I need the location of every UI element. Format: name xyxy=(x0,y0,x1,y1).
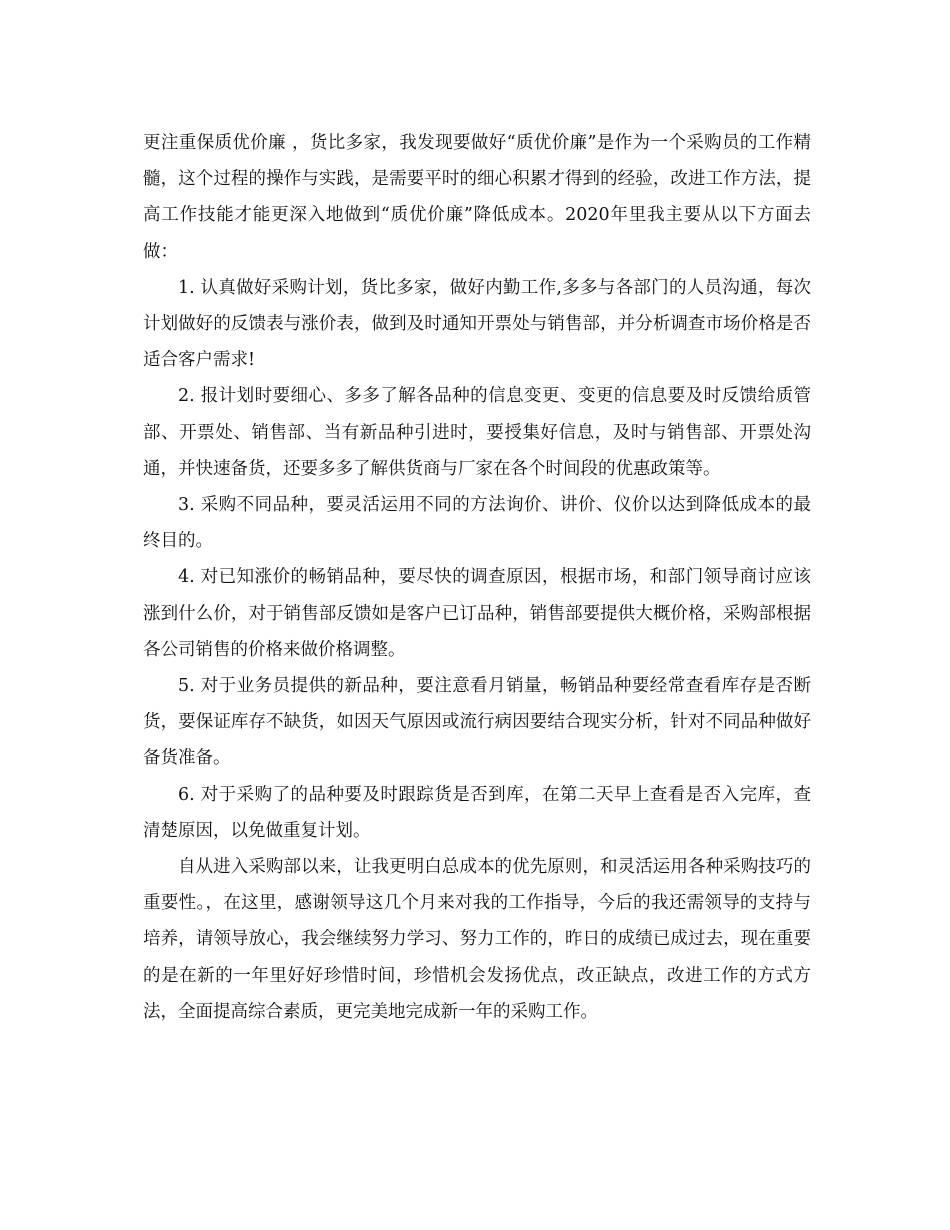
paragraph-item-4: 4. 对已知涨价的畅销品种，要尽快的调查原因，根据市场，和部门领导商讨应该涨到什么价，对于销售部反馈如是客户已订品种，销售部要提供大概价格，采购部根据各公司销售的价格来做价格调整。 xyxy=(143,567,811,660)
document-body xyxy=(143,125,811,1030)
paragraph-item-2: 2. 报计划时要细心、多多了解各品种的信息变更、变更的信息要及时反馈给质管部、开票处、销售部、当有新品种引进时，要授集好信息，及时与销售部、开票处沟通，并快速备货，还要多多了解供货商与厂家在各个时间段的优惠政策等。 xyxy=(143,386,811,479)
paragraph-item-5: 5. 对于业务员提供的新品种，要注意看月销量，畅销品种要经常查看库存是否断货，要保证库存不缺货，如因天气原因或流行病因要结合现实分析，针对不同品种做好备货准备。 xyxy=(143,676,811,769)
paragraph-intro: 更注重保质优价廉 ，货比多家，我发现要做好“质优价廉”是作为一个采购员的工作精髓，这个过程的操作与实践，是需要平时的细心积累才得到的经验，改进工作方法，提高工作技能才能更深入地做到“质优价廉”降低成本。2020年里我主要从以下方面去做： xyxy=(143,133,811,262)
paragraph-item-6: 6. 对于采购了的品种要及时跟踪货是否到库，在第二天早上查看是否入完库，查清楚原因，以免做重复计划。 xyxy=(143,784,811,841)
paragraph-item-1: 1. 认真做好采购计划，货比多家，做好内勤工作,多多与各部门的人员沟通，每次计划做好的反馈表与涨价表，做到及时通知开票处与销售部，并分析调查市场价格是否适合客户需求! xyxy=(143,277,811,371)
paragraph-item-3: 3. 采购不同品种，要灵活运用不同的方法询价、讲价、仪价以达到降低成本的最终目的。 xyxy=(143,495,811,552)
paragraph-conclusion: 自从进入采购部以来，让我更明白总成本的优先原则，和灵活运用各种采购技巧的重要性。，在这里，感谢领导这几个月来对我的工作指导，今后的我还需领导的支持与培养，请领导放心，我会继续努力学习、努力工作的，昨日的成绩已成过去，现在重要的是在新的一年里好好珍惜时间，珍惜机会发扬优点，改正缺点，改进工作的方式方法，全面提高综合素质，更完美地完成新一年的采购工作。 xyxy=(143,857,811,1022)
